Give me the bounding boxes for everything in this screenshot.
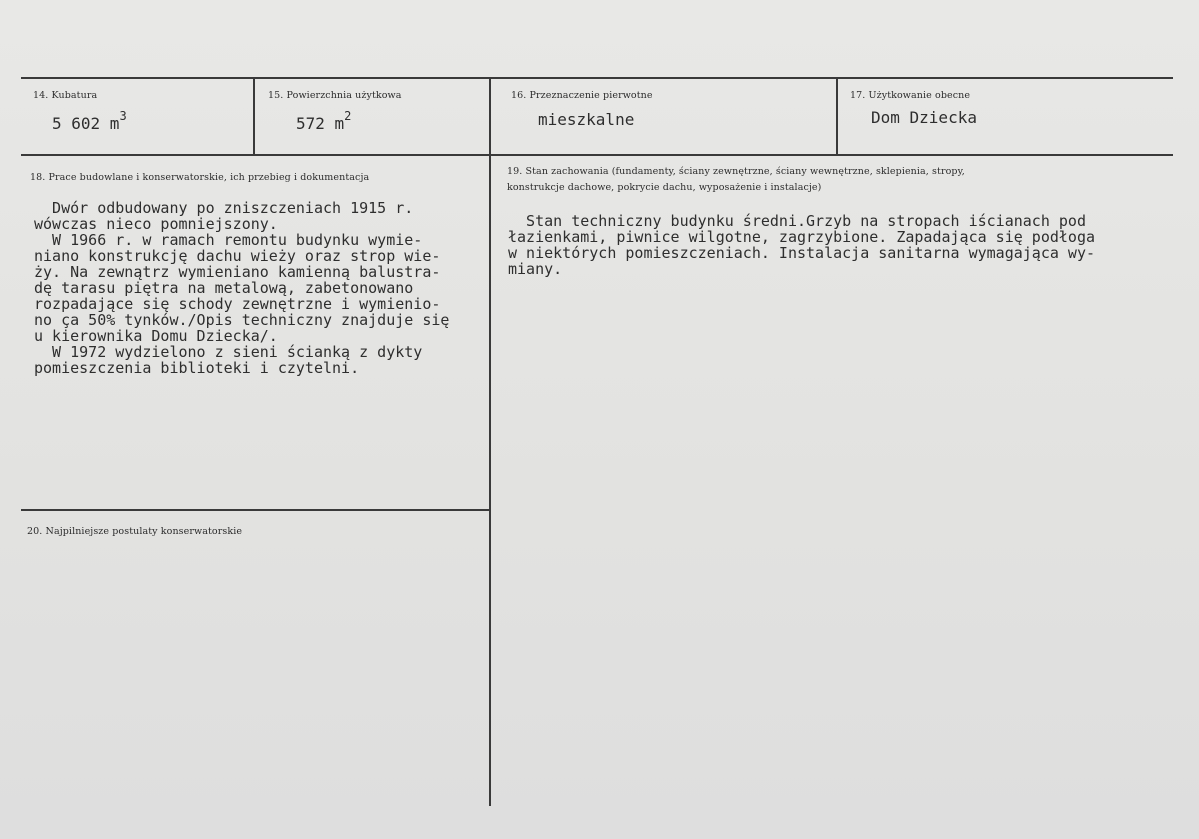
przeznaczenie-label: 16. Przeznaczenie pierwotne	[511, 90, 653, 101]
postulaty-label: 20. Najpilniejsze postulaty konserwatorskie	[27, 526, 243, 537]
prace-line: rozpadające się schody zewnętrzne i wymienio-	[34, 295, 441, 313]
prace-line: wówczas nieco pomniejszony.	[34, 215, 278, 233]
prace-line: ży. Na zewnątrz wymieniano kamienną balustra-	[34, 263, 441, 281]
powierzchnia-value-text: 572 m	[296, 114, 345, 133]
prace-line: u kierownika Domu Dziecka/.	[34, 327, 278, 345]
stan-text	[508, 213, 1095, 277]
stan-line: Stan techniczny budynku średni.Grzyb na stropach iścianach pod	[508, 212, 1086, 230]
powierzchnia-unit-exponent: 2	[344, 109, 352, 123]
section18-bottom-rule	[21, 509, 489, 511]
prace-line: dę tarasu piętra na metalową, zabetonowano	[34, 279, 414, 297]
stan-line: łazienkami, piwnice wilgotne, zagrzybione. Zapadająca się podłoga	[508, 228, 1095, 246]
stan-line: w niektórych pomieszczeniach. Instalacja sanitarna wymagająca wy-	[508, 244, 1095, 262]
divider-15-16	[489, 78, 491, 806]
prace-line: pomieszczenia biblioteki i czytelni.	[34, 359, 360, 377]
stan-label-line1: 19. Stan zachowania (fundamenty, ściany zewnętrzne, ściany wewnętrzne, sklepienia, stropy,	[507, 166, 965, 177]
kubatura-label: 14. Kubatura	[33, 90, 98, 101]
uzytkowanie-label: 17. Użytkowanie obecne	[850, 90, 971, 101]
prace-line: W 1972 wydzielono z sieni ścianką z dykty	[34, 343, 423, 361]
stan-label-line2: konstrukcje dachowe, pokrycie dachu, wyposażenie i instalacje)	[507, 182, 822, 193]
prace-line: W 1966 r. w ramach remontu budynku wymie-	[34, 231, 423, 249]
stan-line: miany.	[508, 260, 563, 278]
powierzchnia-label: 15. Powierzchnia użytkowa	[268, 90, 402, 101]
prace-line: niano konstrukcję dachu wieży oraz strop wie-	[34, 247, 441, 265]
uzytkowanie-value: Dom Dziecka	[871, 108, 977, 127]
top-rule	[21, 77, 1173, 79]
prace-line: Dwór odbudowany po zniszczeniach 1915 r.	[34, 199, 414, 217]
kubatura-unit-exponent: 3	[119, 109, 127, 123]
kubatura-value	[52, 109, 127, 133]
prace-line: no ça 50% tynków./Opis techniczny znajduje się	[34, 311, 450, 329]
prace-label: 18. Prace budowlane i konserwatorskie, ich przebieg i dokumentacja	[30, 172, 370, 183]
prace-text	[34, 200, 449, 376]
kubatura-value-text: 5 602 m	[52, 114, 120, 133]
przeznaczenie-value: mieszkalne	[538, 110, 635, 129]
divider-16-17	[836, 78, 838, 155]
header-bottom-rule	[21, 154, 1173, 156]
divider-14-15	[253, 78, 255, 155]
powierzchnia-value	[296, 109, 352, 133]
